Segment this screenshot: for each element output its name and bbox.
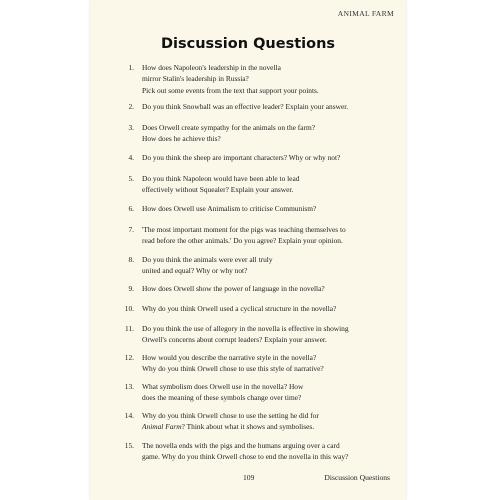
question-number: 14. <box>124 411 134 420</box>
question-line: How does Orwell show the power of language in the novella? <box>142 284 325 293</box>
question-number: 5. <box>128 174 134 183</box>
question-number: 9. <box>128 284 134 293</box>
page-title: Discussion Questions <box>160 36 336 52</box>
question-number: 12. <box>124 353 134 362</box>
running-head: ANIMAL FARM <box>337 9 394 18</box>
question-line: read before the other animals.' Do you agree? Explain your opinion. <box>142 236 343 246</box>
question-line: Do you think Snowball was an effective leader? Explain your answer. <box>142 102 349 111</box>
question-number: 8. <box>128 255 134 264</box>
question-line: Does Orwell create sympathy for the animals on the farm? <box>142 123 316 132</box>
question-line: game. Why do you think Orwell chose to end the novella in this way? <box>142 452 349 462</box>
question-line: united and equal? Why or why not? <box>142 266 248 276</box>
question-number: 13. <box>124 382 134 391</box>
question-line: effectively without Squealer? Explain your answer. <box>142 185 294 195</box>
question-line: Do you think the sheep are important characters? Why or why not? <box>142 153 341 162</box>
question-number: 2. <box>128 102 134 111</box>
question-line: Animal Farm? Think about what it shows and symbolises. <box>142 422 315 432</box>
question-line: Orwell's concerns about corrupt leaders? Explain your answer. <box>142 335 327 345</box>
question-line: How does Napoleon's leadership in the novella <box>142 63 281 72</box>
question-number: 1. <box>128 63 134 72</box>
footer-section-label: Discussion Questions <box>324 473 390 482</box>
question-number: 15. <box>124 441 134 450</box>
page-number: 109 <box>243 473 255 482</box>
question-number: 7. <box>128 225 134 234</box>
book-page <box>90 0 406 500</box>
question-line: mirror Stalin's leadership in Russia? <box>142 74 249 84</box>
question-line: Do you think Napoleon would have been able to lead <box>142 174 300 183</box>
question-number: 3. <box>128 123 134 132</box>
question-number: 10. <box>124 304 134 313</box>
question-number: 6. <box>128 204 134 213</box>
question-line: How would you describe the narrative style in the novella? <box>142 353 317 362</box>
question-line: Do you think the animals were ever all truly <box>142 255 273 264</box>
question-line: The novella ends with the pigs and the humans arguing over a card <box>142 441 340 450</box>
question-number: 4. <box>128 153 134 162</box>
question-line: does the meaning of these symbols change over time? <box>142 393 302 403</box>
question-line: Pick out some events from the text that support your points. <box>142 85 319 95</box>
question-line: What symbolism does Orwell use in the novella? How <box>142 382 304 391</box>
question-number: 11. <box>125 324 134 333</box>
question-line: Why do you think Orwell chose to use this style of narrative? <box>142 364 324 374</box>
question-line: How does Orwell use Animalism to criticise Communism? <box>142 204 317 213</box>
question-line: Do you think the use of allegory in the novella is effective in showing <box>142 324 349 333</box>
question-line: How does he achieve this? <box>142 134 221 144</box>
question-line: 'The most important moment for the pigs was teaching themselves to <box>142 225 346 234</box>
question-line: Why do you think Orwell chose to use the setting he did for <box>142 411 319 420</box>
question-line: Why do you think Orwell used a cyclical structure in the novella? <box>142 304 337 313</box>
